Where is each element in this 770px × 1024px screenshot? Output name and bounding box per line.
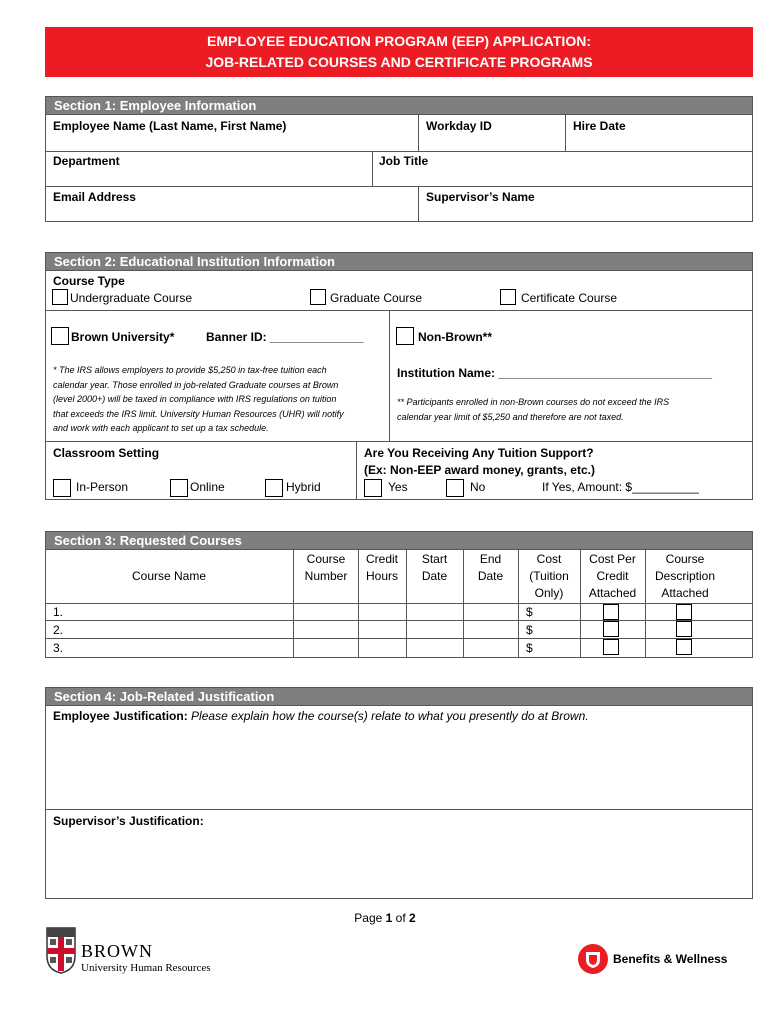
hire-date-field[interactable]: Hire Date bbox=[573, 119, 626, 133]
col-start-date bbox=[406, 551, 463, 585]
job-title-field[interactable]: Job Title bbox=[379, 154, 429, 168]
uhr-wordmark: University Human Resources bbox=[81, 962, 211, 974]
col-header-line: Course bbox=[306, 552, 346, 566]
divider bbox=[45, 310, 753, 311]
non-brown-note bbox=[397, 395, 747, 424]
divider bbox=[418, 186, 419, 222]
brown-shield-icon bbox=[45, 926, 77, 979]
non-brown-checkbox[interactable] bbox=[396, 327, 414, 345]
section4-heading: Section 4: Job-Related Justification bbox=[45, 687, 753, 706]
no-label: No bbox=[470, 480, 486, 494]
in-person-label: In-Person bbox=[76, 480, 129, 494]
divider bbox=[45, 186, 753, 187]
non-brown-label: Non-Brown** bbox=[418, 330, 492, 344]
col-header-line: End bbox=[479, 552, 502, 566]
col-cost bbox=[518, 551, 580, 602]
col-header-line: Description bbox=[654, 569, 716, 583]
employee-name-field[interactable]: Employee Name (Last Name, First Name) bbox=[53, 119, 287, 133]
course-description-checkbox[interactable] bbox=[676, 621, 692, 637]
yes-checkbox[interactable] bbox=[364, 479, 382, 497]
workday-id-field[interactable]: Workday ID bbox=[426, 119, 492, 133]
divider bbox=[45, 809, 753, 810]
yes-label: Yes bbox=[388, 480, 408, 494]
divider bbox=[45, 151, 753, 152]
divider bbox=[45, 638, 753, 639]
tuition-amount-field[interactable]: If Yes, Amount: $__________ bbox=[542, 480, 699, 494]
col-header-line: Course bbox=[665, 552, 705, 566]
divider bbox=[372, 151, 373, 186]
supervisor-name-field[interactable]: Supervisor’s Name bbox=[426, 190, 535, 204]
cost-per-credit-checkbox[interactable] bbox=[603, 639, 619, 655]
divider bbox=[565, 114, 566, 151]
page-number bbox=[0, 911, 770, 926]
col-header-line: Date bbox=[477, 569, 504, 583]
undergrad-label: Undergraduate Course bbox=[70, 291, 193, 305]
form-title bbox=[45, 27, 753, 77]
irs-note-line: that exceeds the IRS limit. University Human Resources (UHR) will notify bbox=[53, 408, 344, 419]
col-header-line: Cost bbox=[536, 552, 562, 566]
cost-dollar[interactable]: $ bbox=[526, 605, 533, 619]
table-row-number: 1. bbox=[53, 605, 64, 619]
course-description-checkbox[interactable] bbox=[676, 604, 692, 620]
benefits-wellness-icon bbox=[577, 943, 609, 980]
page-current: 1 bbox=[385, 911, 393, 925]
divider bbox=[45, 620, 753, 621]
online-checkbox[interactable] bbox=[170, 479, 188, 497]
col-header-line: Credit bbox=[365, 552, 398, 566]
irs-note-line: calendar year. Those enrolled in job-related Graduate courses at Brown bbox=[53, 379, 339, 390]
brown-university-checkbox[interactable] bbox=[51, 327, 69, 345]
benefits-wellness-label: Benefits & Wellness bbox=[613, 952, 728, 966]
col-header-line: Hours bbox=[365, 569, 398, 583]
page-total: 2 bbox=[409, 911, 416, 925]
employee-justification-label: Employee Justification: bbox=[53, 709, 188, 723]
divider bbox=[356, 441, 357, 500]
divider bbox=[389, 310, 390, 441]
tuition-support-question: Are You Receiving Any Tuition Support? bbox=[364, 446, 594, 460]
col-course-number bbox=[293, 551, 359, 585]
cost-dollar[interactable]: $ bbox=[526, 641, 533, 655]
certificate-checkbox[interactable] bbox=[500, 289, 516, 305]
col-course-description bbox=[645, 551, 725, 602]
graduate-label: Graduate Course bbox=[330, 291, 423, 305]
col-cost-per-credit bbox=[580, 551, 645, 602]
col-header-line: Number bbox=[304, 569, 348, 583]
banner-id-field[interactable]: Banner ID: ______________ bbox=[206, 330, 364, 344]
brown-university-label: Brown University* bbox=[71, 330, 175, 344]
no-checkbox[interactable] bbox=[446, 479, 464, 497]
form-title-line2: JOB-RELATED COURSES AND CERTIFICATE PROGRAMS bbox=[205, 54, 593, 70]
cost-per-credit-checkbox[interactable] bbox=[603, 621, 619, 637]
section1-heading: Section 1: Employee Information bbox=[45, 96, 753, 115]
undergrad-checkbox[interactable] bbox=[52, 289, 68, 305]
supervisor-justification-field[interactable]: Supervisor’s Justification: bbox=[53, 814, 204, 828]
table-row-number: 3. bbox=[53, 641, 64, 655]
cost-dollar[interactable]: $ bbox=[526, 623, 533, 637]
col-header-line: Date bbox=[421, 569, 448, 583]
non-brown-note-line: calendar year limit of $5,250 and therefore are not taxed. bbox=[397, 411, 624, 422]
hybrid-checkbox[interactable] bbox=[265, 479, 283, 497]
online-label: Online bbox=[190, 480, 225, 494]
col-header-line: Start bbox=[421, 552, 448, 566]
classroom-setting-label: Classroom Setting bbox=[53, 446, 160, 460]
employee-justification-field[interactable] bbox=[53, 709, 589, 724]
tuition-support-example: (Ex: Non-EEP award money, grants, etc.) bbox=[364, 463, 595, 477]
col-header-line: Attached bbox=[588, 586, 637, 600]
in-person-checkbox[interactable] bbox=[53, 479, 71, 497]
graduate-checkbox[interactable] bbox=[310, 289, 326, 305]
section3-heading: Section 3: Requested Courses bbox=[45, 531, 753, 550]
employee-justification-prompt: Please explain how the course(s) relate to what you presently do at Brown. bbox=[191, 709, 589, 723]
department-field[interactable]: Department bbox=[53, 154, 120, 168]
irs-note-line: * The IRS allows employers to provide $5,250 in tax-free tuition each bbox=[53, 365, 327, 375]
brown-wordmark: BROWN bbox=[81, 941, 153, 961]
form-title-line1: EMPLOYEE EDUCATION PROGRAM (EEP) APPLICATION: bbox=[207, 33, 591, 49]
course-description-checkbox[interactable] bbox=[676, 639, 692, 655]
hybrid-label: Hybrid bbox=[286, 480, 321, 494]
certificate-label: Certificate Course bbox=[521, 291, 618, 305]
col-header-line: Only) bbox=[534, 586, 564, 600]
institution-name-field[interactable]: Institution Name: ________________________________ bbox=[397, 366, 712, 380]
col-end-date bbox=[463, 551, 518, 585]
col-credit-hours bbox=[358, 551, 406, 585]
irs-note-line: (level 2000+) will be taxed in compliance with IRS regulations on tuition bbox=[53, 394, 337, 404]
col-header-line: Attached bbox=[661, 586, 709, 600]
justification-box bbox=[45, 705, 753, 899]
col-course-name: Course Name bbox=[131, 569, 207, 583]
table-row-number: 2. bbox=[53, 623, 64, 637]
irs-note bbox=[53, 363, 388, 436]
email-field[interactable]: Email Address bbox=[53, 190, 136, 204]
non-brown-note-line: ** Participants enrolled in non-Brown courses do not exceed the IRS bbox=[397, 397, 670, 407]
page-of: of bbox=[392, 911, 410, 925]
col-header-line: (Tuition bbox=[529, 569, 569, 583]
irs-note-line: and work with each applicant to set up a tax schedule. bbox=[53, 423, 269, 433]
col-header-line: Credit bbox=[596, 569, 629, 583]
col-header-line: Cost Per bbox=[589, 552, 636, 566]
page-prefix: Page bbox=[354, 911, 386, 925]
divider bbox=[45, 603, 753, 604]
divider bbox=[418, 114, 419, 151]
section2-heading: Section 2: Educational Institution Information bbox=[45, 252, 753, 271]
course-type-label: Course Type bbox=[53, 274, 125, 288]
divider bbox=[45, 441, 753, 442]
cost-per-credit-checkbox[interactable] bbox=[603, 604, 619, 620]
